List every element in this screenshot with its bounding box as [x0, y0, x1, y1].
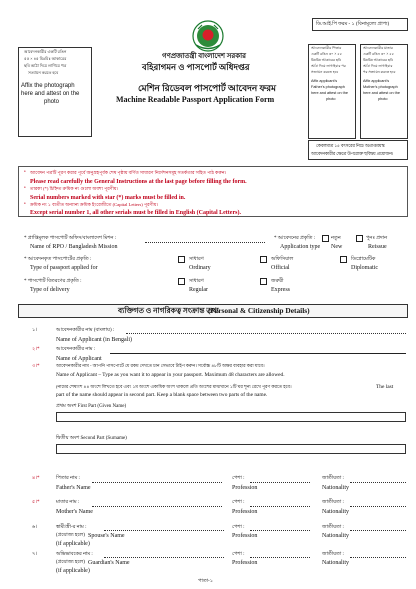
rpo-input[interactable]: [145, 242, 265, 243]
option-express-bn: জরুরী: [271, 279, 284, 284]
field-6-nat-bn: জাতীয়তা :: [322, 525, 344, 530]
guardian-profession-input[interactable]: [250, 557, 310, 558]
photo-mother-bn-5: পর সত্যায়ন করতে হবে: [363, 70, 396, 74]
field-1-label-en: Name of Applicant (in Bengali): [56, 337, 132, 343]
mother-nationality-input[interactable]: [350, 506, 406, 507]
delivery-type-label-en: Type of delivery: [30, 287, 70, 293]
field-5-label-en: Mother's Name: [56, 509, 93, 515]
parent-note-2: আবেদনকারীর ক্ষেত্রে উপরোক্ত ছবিদ্বয় প্রয়োজন।: [311, 151, 394, 156]
photo-left-en-1: Affix the photograph: [21, 83, 75, 89]
field-1-label-bn: আবেদনকারীর নাম (বাংলায়) :: [56, 328, 115, 333]
field-5-number: ৫।*: [32, 500, 40, 505]
field-1-number: ১।: [32, 328, 38, 333]
photo-father-en-1: Affix applicant's: [311, 79, 338, 83]
guardian-nationality-input[interactable]: [350, 557, 406, 558]
parent-note-1: কেবলমাত্র ১৫ বৎসরের নিচে অপ্রাপ্তবয়স্ক: [316, 143, 385, 148]
field-7-nat-en: Nationality: [322, 560, 349, 566]
field-3-note-en-2: part of the name should appear in second part. Keep a blank space between two parts of the name.: [56, 392, 268, 398]
photo-left-bn-4: সত্যায়ন করতে হবে: [28, 70, 59, 75]
department-title-bn: বহিরাগমন ও পাসপোর্ট অধিদপ্তর: [142, 62, 250, 72]
field-7-nat-bn: জাতীয়তা :: [322, 552, 344, 557]
page-number: পাতা-১: [198, 579, 213, 584]
photo-father-en-4: photo: [326, 97, 336, 101]
field-5-label-bn: মাতার নাম :: [56, 500, 80, 505]
field-6-pre: (প্রযোজ্য হলে): [56, 533, 85, 538]
father-nationality-input[interactable]: [350, 482, 406, 483]
field-4-nat-en: Nationality: [322, 485, 349, 491]
photo-left-bn-3: ছবি আঠা দিয়ে লাগিয়ে পত্র: [24, 63, 67, 68]
first-part-label: প্রথম অংশ First Part (Given Name): [56, 404, 127, 409]
instruction-1-bn: আবেদন পত্রটি পূরণ করার পূর্বে অনুগ্রহপূর্বক শেষ পৃষ্ঠায় বর্ণিত সাধারণ নির্দেশনসমূহ সতর্কতার সহিত পাঠ করুন।: [30, 170, 227, 175]
instruction-2-bn: তারকা (*) চিহ্নিত ক্রমিক নং গুলো অবশ্য পূরণীয়।: [30, 186, 119, 191]
field-5-nat-en: Nationality: [322, 509, 349, 515]
guardian-name-input[interactable]: [104, 557, 224, 558]
father-profession-input[interactable]: [250, 482, 310, 483]
applicant-name-input[interactable]: [110, 353, 406, 354]
photo-left-bn-2: ৫৫ × ৪৫ মিঃমিঃ আকারের: [24, 56, 67, 61]
second-part-label: দ্বিতীয় অংশ Second Part (Surname): [56, 436, 127, 441]
photo-mother-bn-1: আবেদনকারীর মাতার: [363, 46, 393, 50]
field-4-number: ৪।*: [32, 476, 40, 481]
spouse-profession-input[interactable]: [250, 530, 310, 531]
passport-type-ordinary-checkbox[interactable]: [178, 256, 185, 263]
field-6-label-en2: (if applicable): [56, 541, 90, 547]
option-regular-bn: সাধারণ: [189, 279, 204, 284]
field-7-prof-bn: পেশা :: [232, 552, 245, 557]
field-6-prof-bn: পেশা :: [232, 525, 245, 530]
photo-father-bn-1: আবেদনকারীর পিতার: [311, 46, 342, 50]
photo-father-bn-3: মিঃমিঃ আকারের ছবি: [311, 58, 342, 62]
application-type-label-en: Application type: [280, 244, 321, 250]
field-4-label-en: Father's Name: [56, 485, 91, 491]
rpo-label-en: Name of RPO / Bangladesh Mission: [30, 244, 118, 250]
field-7-label-bn: অভিভাবকের নাম :: [56, 552, 93, 557]
photo-mother-en-3: here and attest on the: [363, 91, 400, 95]
photo-mother-en-1: Affix applicant's: [363, 79, 390, 83]
option-regular-en: Regular: [189, 287, 208, 293]
application-type-new-checkbox[interactable]: [322, 235, 329, 242]
father-name-input[interactable]: [92, 482, 222, 483]
option-new-en: New: [331, 244, 343, 250]
surname-input[interactable]: [56, 444, 406, 454]
field-4-prof-bn: পেশা :: [232, 476, 245, 481]
option-ordinary-en: Ordinary: [189, 265, 211, 271]
field-6-number: ৬।: [32, 525, 38, 530]
govt-title-bn: গণপ্রজাতন্ত্রী বাংলাদেশ সরকার: [162, 52, 247, 60]
government-emblem-icon: [188, 19, 228, 53]
option-diplomatic-en: Diplomatic: [351, 265, 378, 271]
photo-father-bn-2: একটি রঙিন ৩০ × ৫৫: [311, 52, 342, 56]
application-type-reissue-checkbox[interactable]: [356, 235, 363, 242]
field-3-number: ৩।*: [32, 364, 40, 369]
instruction-1-en: Please read carefully the General Instructions at the last page before filling the form.: [30, 179, 247, 185]
mother-name-input[interactable]: [92, 506, 222, 507]
instruction-2-en: Serial numbers marked with star (*) marks must be filled in.: [30, 195, 186, 201]
application-type-label-bn: * আবেদনের প্রকৃতি :: [274, 236, 316, 241]
option-official-en: Official: [271, 265, 290, 271]
field-2-label-en: Name of Applicant: [56, 356, 102, 362]
photo-father-bn-5: সত্যায়ন করতে হবে: [311, 70, 339, 74]
option-diplomatic-bn: ডিপ্লোমেটিক: [351, 257, 376, 262]
field-7-pre: (প্রযোজ্য হলে): [56, 560, 85, 565]
option-reissue-bn: পুনঃ প্রদান: [366, 236, 388, 241]
field-4-label-bn: পিতার নাম :: [56, 476, 80, 481]
photo-mother-en-2: Mother's photograph: [363, 85, 398, 89]
photo-mother-bn-4: আঠা দিয়ে লাগাইবার: [363, 64, 393, 68]
bullet-icon: •: [24, 202, 26, 207]
field-3-label-bn: আবেদনকারীর নাম - আপনি পাসপোর্টে যে রকম দেখতে চান সেভাবে টাইপ করুন। সর্বোচ্চ ৪৮টি অক্ষর ব্যবহার করা যাবে।: [56, 363, 265, 368]
field-7-prof-en: Profession: [232, 560, 258, 566]
passport-type-official-checkbox[interactable]: [260, 256, 267, 263]
section-title-bn: ব্যক্তিগত ও নাগরিকত্ব সংক্রান্ত তথ্য: [118, 306, 219, 315]
name-bengali-input[interactable]: [126, 333, 406, 334]
field-7-number: ৭।: [32, 552, 38, 557]
delivery-express-checkbox[interactable]: [260, 278, 267, 285]
option-official-bn: অফিসিয়াল: [271, 257, 294, 262]
photo-father-en-3: here and attest on the: [311, 91, 348, 95]
field-4-prof-en: Profession: [232, 485, 258, 491]
photo-father-bn-4: আঠা দিয়ে লাগাইবার পর: [311, 64, 346, 68]
field-2-label-bn: আবেদনকারীর নাম :: [56, 347, 96, 352]
option-express-en: Express: [271, 287, 290, 293]
field-3-label-en: Name of Applicant – Type as you want it to appear in your passport. Maximum 48 characters are allowed.: [56, 372, 285, 378]
field-5-prof-bn: পেশা :: [232, 500, 245, 505]
photo-left-en-2: here and attest on the: [21, 91, 80, 97]
field-7-label-en: Guardian's Name: [88, 560, 130, 566]
mother-profession-input[interactable]: [250, 506, 310, 507]
field-6-label-bn: স্বামী/স্ত্রী-র নাম :: [56, 525, 87, 530]
bullet-icon: •: [24, 170, 26, 175]
spouse-nationality-input[interactable]: [350, 530, 406, 531]
delivery-regular-checkbox[interactable]: [178, 278, 185, 285]
field-2-number: ২।*: [32, 347, 40, 352]
photo-left-en-3: photo: [44, 99, 60, 105]
field-3-note-bn: (নামের শেষাংশ ৪৪ অংশে লিখতে হবে এবং ১ম অংশে একাধিক অংশ থাকলে প্রতি অংশের মাঝখানে ১টি ঘর শূন্য রেখে পূরণ করতে হবে।: [56, 384, 292, 389]
spouse-name-input[interactable]: [104, 530, 224, 531]
option-new-bn: নতুন: [331, 236, 341, 241]
field-4-nat-bn: জাতীয়তা :: [322, 476, 344, 481]
photo-father-en-2: Father's photograph: [311, 85, 345, 89]
passport-type-label-en: Type of passport applied for: [30, 265, 98, 271]
field-7-label-en2: (if applicable): [56, 568, 90, 574]
form-title-bn: মেশিন রিডেবল পাসপোর্ট আবেদন ফরম: [138, 83, 277, 93]
rpo-label-bn: * প্রাপ্তিমূলক পাসপোর্ট অফিস/বাংলাদেশ মিশন :: [24, 236, 116, 241]
field-5-prof-en: Profession: [232, 509, 258, 515]
delivery-type-label-bn: * পাসপোর্ট বিতরণের প্রকৃতি :: [24, 279, 82, 284]
field-3-note-en-1: The last: [376, 384, 394, 390]
form-title-en: Machine Readable Passport Application Form: [116, 95, 275, 104]
bullet-icon: •: [24, 186, 26, 191]
field-5-nat-bn: জাতীয়তা :: [322, 500, 344, 505]
photo-mother-bn-2: একটি রঙিন ৩০ × ৫৫: [363, 52, 394, 56]
instruction-3-bn: ক্রমিক নং ১ ব্যতীত অন্যান্য ক্রমিক ইংরেজীতে (Capital Letters) পূরণীয়।: [30, 202, 159, 207]
photo-mother-bn-3: মিঃমিঃ আকারের ছবি: [363, 58, 394, 62]
passport-type-diplomatic-checkbox[interactable]: [340, 256, 347, 263]
field-6-nat-en: Nationality: [322, 533, 349, 539]
instruction-3-en: Except serial number 1, all other serials must be filled in English (Capital Letters).: [30, 210, 241, 216]
form-code: ডি.আই.পি ফরম - ১ (বিনামূল্যে প্রাপ্য): [316, 22, 390, 27]
option-ordinary-bn: সাধারণ: [189, 257, 204, 262]
photo-mother-en-4: photo: [378, 97, 388, 101]
section-title-en: (Personal & Citizenship Details): [208, 306, 310, 315]
option-reissue-en: Reissue: [368, 244, 387, 250]
field-6-label-en: Spouse's Name: [88, 533, 125, 539]
field-6-prof-en: Profession: [232, 533, 258, 539]
passport-type-label-bn: * আবেদনকৃত পাসপোর্টের প্রকৃতি :: [24, 257, 92, 262]
photo-left-bn-1: আবেদনকারীর একটি রঙিন: [24, 49, 67, 54]
given-name-input[interactable]: [56, 412, 406, 422]
